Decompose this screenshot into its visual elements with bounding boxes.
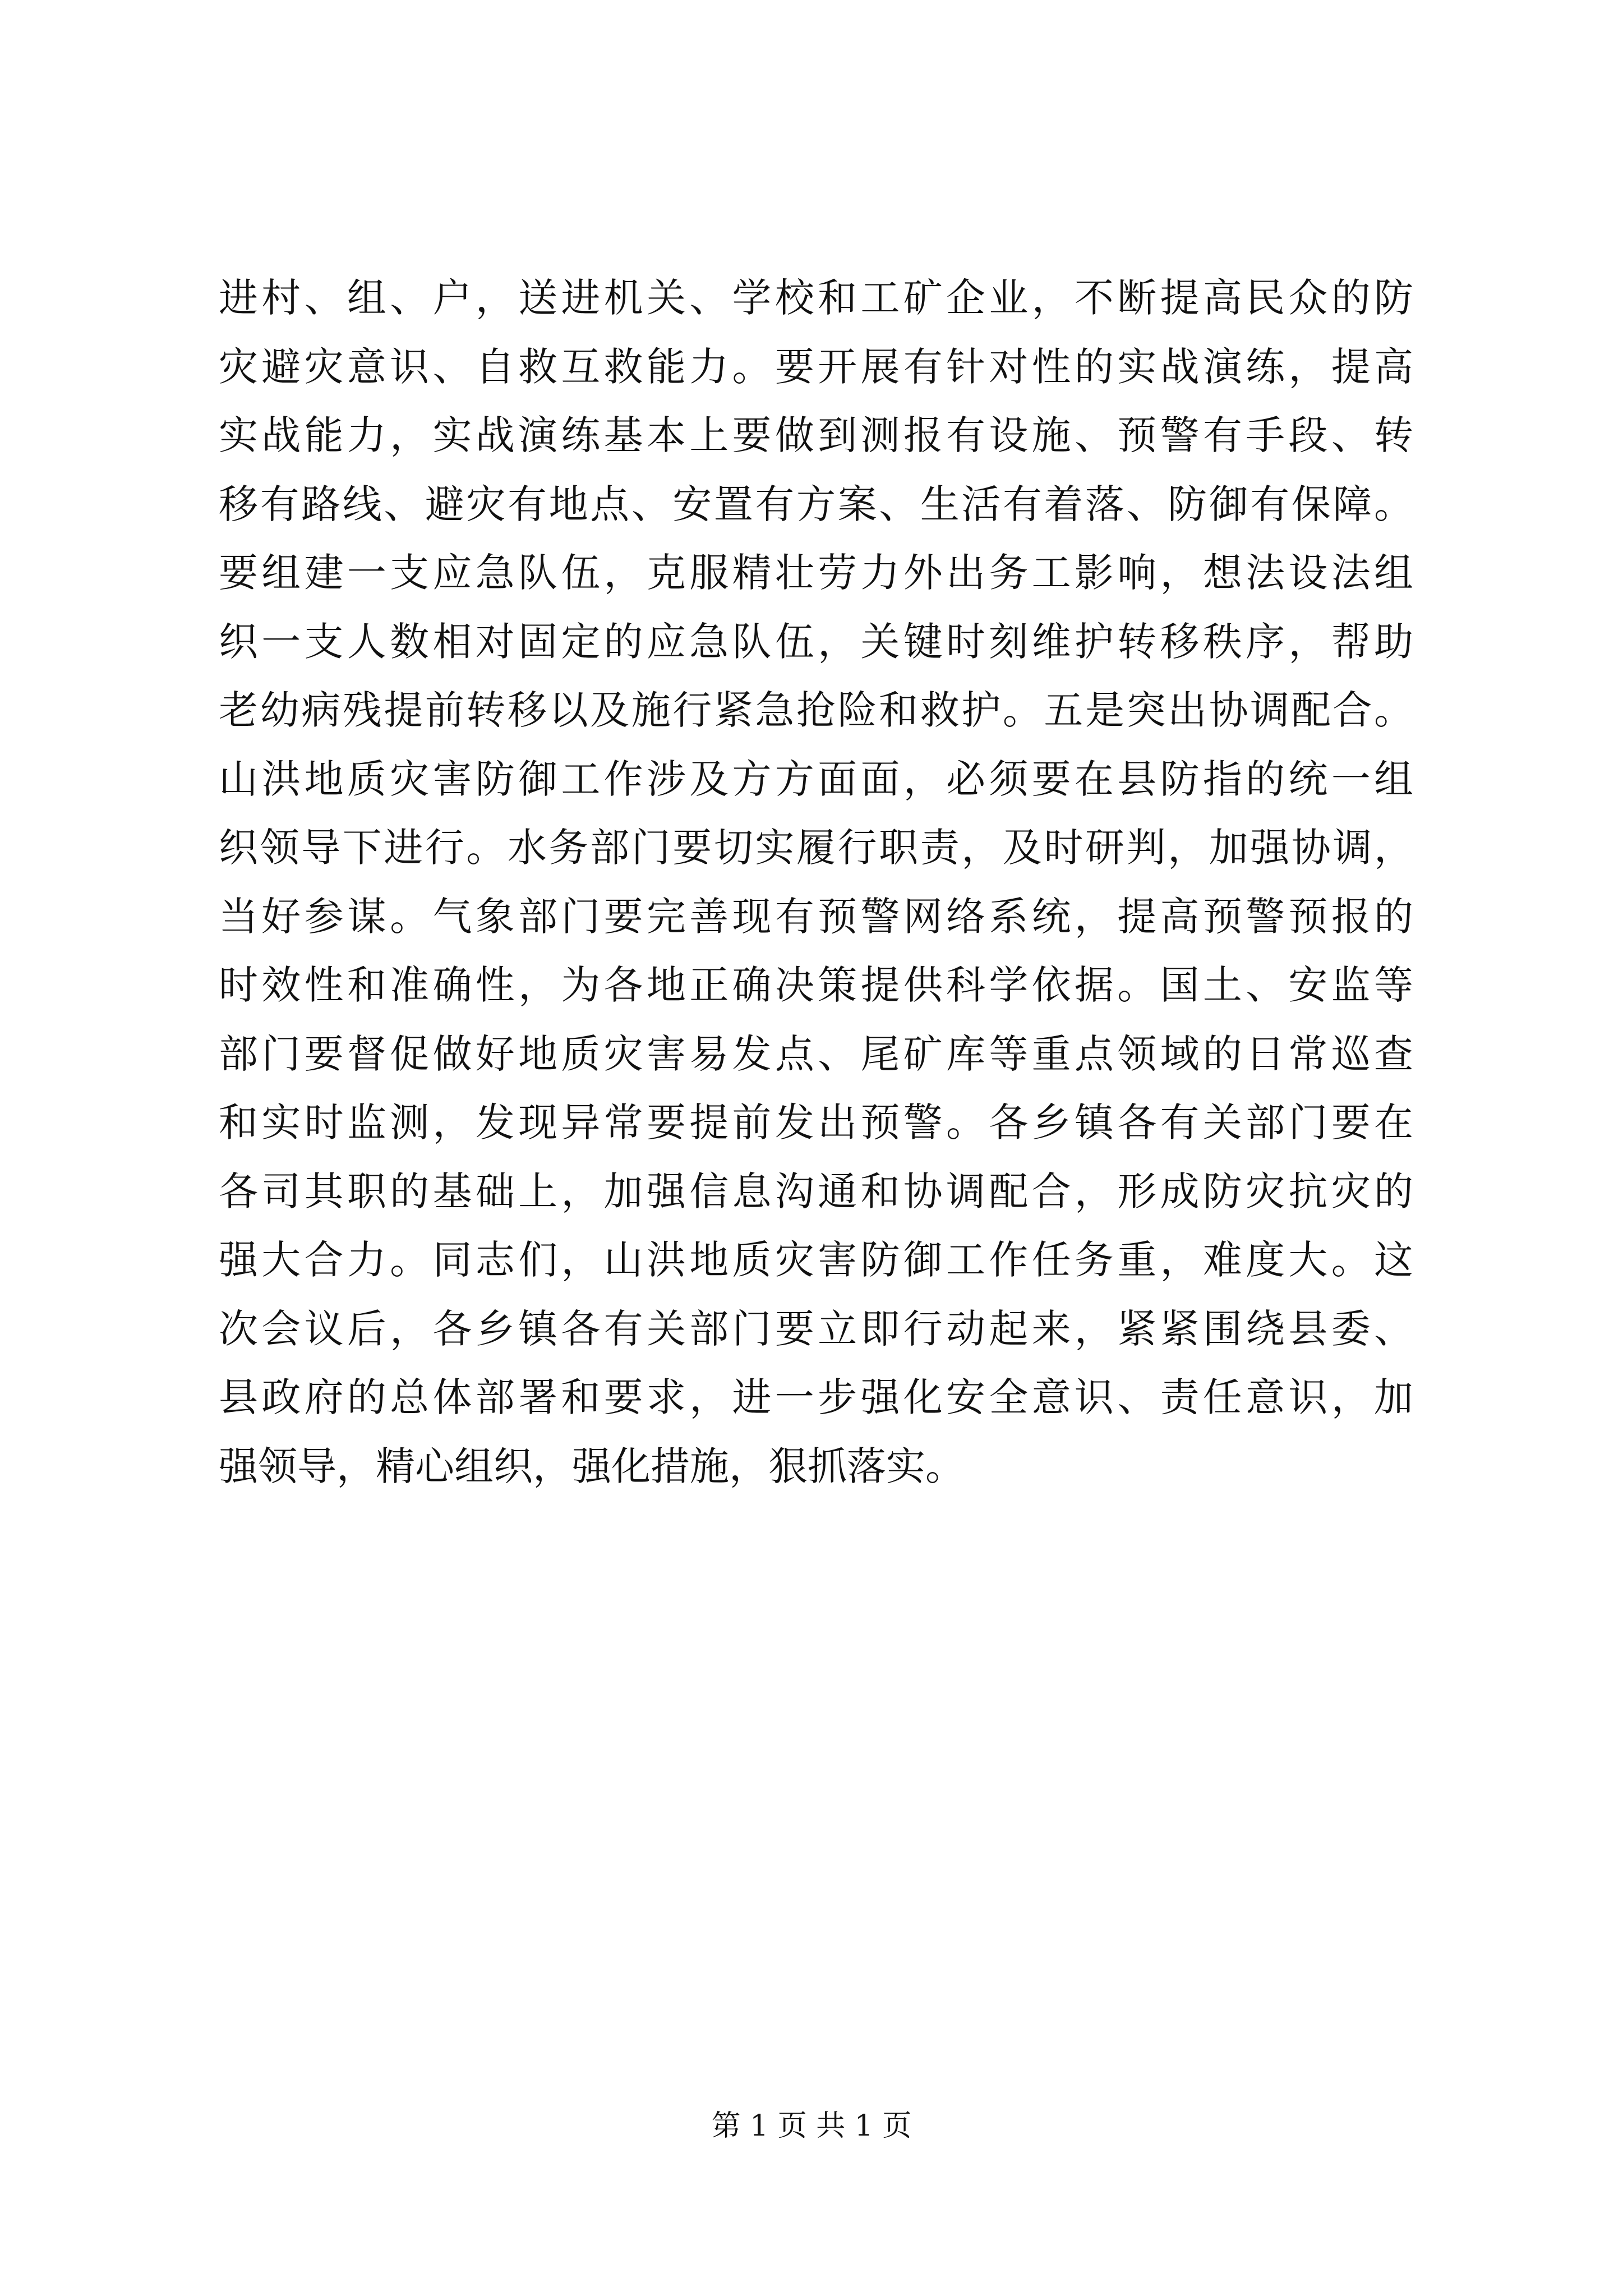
text-line: 当好参谋。气象部门要完善现有预警网络系统，提高预警预报的 — [219, 893, 1413, 940]
text-line: 要组建一支应急队伍，克服精壮劳力外出务工影响，想法设法组 — [219, 550, 1413, 596]
body-paragraph — [219, 264, 1413, 1501]
text-line-last: 强领导，精心组织，强化措施，狠抓落实。 — [219, 1443, 965, 1489]
text-line: 织领导下进行。水务部门要切实履行职责，及时研判，加强协调， — [219, 825, 1413, 871]
text-line: 进村、组、户，送进机关、学校和工矿企业，不断提高民众的防 — [219, 275, 1413, 321]
text-line: 山洪地质灾害防御工作涉及方方面面，必须要在县防指的统一组 — [219, 756, 1413, 802]
text-line: 织一支人数相对固定的应急队伍，关键时刻维护转移秩序，帮助 — [219, 618, 1413, 665]
text-line: 老幼病残提前转移以及施行紧急抢险和救护。五是突出协调配合。 — [219, 687, 1413, 733]
text-line: 次会议后，各乡镇各有关部门要立即行动起来，紧紧围绕县委、 — [219, 1305, 1413, 1352]
text-line: 移有路线、避灾有地点、安置有方案、生活有着落、防御有保障。 — [219, 481, 1413, 527]
text-line: 和实时监测，发现异常要提前发出预警。各乡镇各有关部门要在 — [219, 1099, 1413, 1145]
text-line: 强大合力。同志们，山洪地质灾害防御工作任务重，难度大。这 — [219, 1237, 1413, 1283]
text-line: 各司其职的基础上，加强信息沟通和协调配合，形成防灾抗灾的 — [219, 1168, 1413, 1214]
text-line: 部门要督促做好地质灾害易发点、尾矿库等重点领域的日常巡查 — [219, 1030, 1413, 1077]
text-line: 县政府的总体部署和要求，进一步强化安全意识、责任意识，加 — [219, 1374, 1413, 1420]
text-line: 灾避灾意识、自救互救能力。要开展有针对性的实战演练，提高 — [219, 343, 1413, 390]
page-number-footer: 第 1 页 共 1 页 — [711, 2109, 912, 2143]
text-line: 时效性和准确性，为各地正确决策提供科学依据。国土、安监等 — [219, 962, 1413, 1008]
text-line: 实战能力，实战演练基本上要做到测报有设施、预警有手段、转 — [219, 412, 1413, 458]
